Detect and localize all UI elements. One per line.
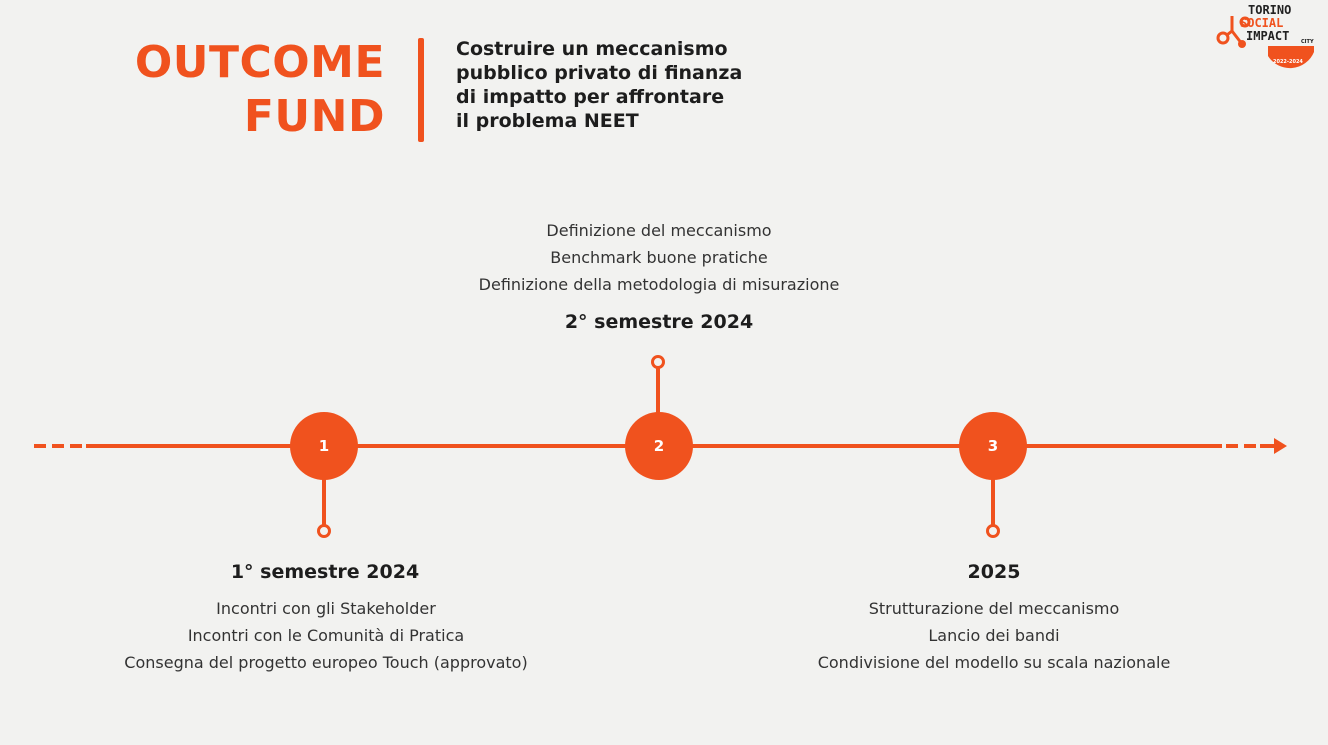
subtitle-line-4: il problema NEET [456, 110, 639, 132]
timeline-dash-left-2 [52, 444, 64, 448]
milestone-1-stem [322, 478, 326, 526]
milestone-3-pin [986, 524, 1000, 538]
milestone-3-period: 2025 [967, 561, 1021, 583]
milestone-2-pin [651, 355, 665, 369]
milestone-2-node [625, 412, 693, 480]
milestone-1-pin [317, 524, 331, 538]
subtitle-line-3: di impatto per affrontare [456, 86, 725, 108]
logo-line-1: TORINO [1248, 3, 1292, 17]
page-title [135, 36, 385, 144]
milestone-2-stem [656, 368, 660, 414]
subtitle-line-2: pubblico privato di finanza [456, 62, 743, 84]
milestone-2-item: Definizione del meccanismo [546, 221, 772, 240]
logo-line-3: IMPACT [1246, 29, 1290, 43]
milestone-2-period: 2° semestre 2024 [564, 311, 754, 333]
timeline-dash-right-1 [1226, 444, 1238, 448]
timeline-arrow-icon [1274, 438, 1287, 454]
timeline-dash-right-2 [1244, 444, 1256, 448]
logo-line-2: SOCIAL [1240, 16, 1284, 30]
title-line-2: FUND [243, 91, 385, 142]
timeline-dash-left-1 [34, 444, 46, 448]
milestone-2-items [479, 217, 840, 298]
milestone-3-item: Lancio dei bandi [928, 626, 1060, 645]
timeline-dash-left-3 [70, 444, 82, 448]
milestone-1-item: Incontri con gli Stakeholder [216, 599, 436, 618]
milestone-3-items [818, 595, 1171, 676]
page-subtitle [456, 37, 816, 133]
milestone-2-item: Definizione della metodologia di misurazione [478, 275, 840, 294]
milestone-1-items [124, 595, 527, 676]
milestone-3-item: Strutturazione del meccanismo [868, 599, 1120, 618]
subtitle-line-1: Costruire un meccanismo [456, 38, 728, 60]
timeline-dash-right-3 [1260, 444, 1274, 448]
milestone-1-item: Consegna del progetto europeo Touch (approvato) [124, 653, 528, 672]
milestone-1-period: 1° semestre 2024 [230, 561, 420, 583]
milestone-2-number: 2 [653, 437, 665, 455]
title-divider [418, 38, 424, 142]
logo-suffix: CITY [1301, 39, 1314, 45]
milestone-1-item: Incontri con le Comunità di Pratica [187, 626, 465, 645]
milestone-1-node [290, 412, 358, 480]
milestone-3-stem [991, 478, 995, 526]
milestone-2-item: Benchmark buone pratiche [550, 248, 768, 267]
milestone-3-number: 3 [987, 437, 999, 455]
milestone-3-node [959, 412, 1027, 480]
milestone-3-item: Condivisione del modello su scala nazionale [817, 653, 1171, 672]
title-line-1: OUTCOME [134, 37, 385, 88]
milestone-1-number: 1 [318, 437, 330, 455]
network-nodes-icon [1210, 0, 1328, 80]
logo-years: 2022-2024 [1273, 59, 1303, 65]
torino-social-impact-logo [1210, 0, 1328, 80]
